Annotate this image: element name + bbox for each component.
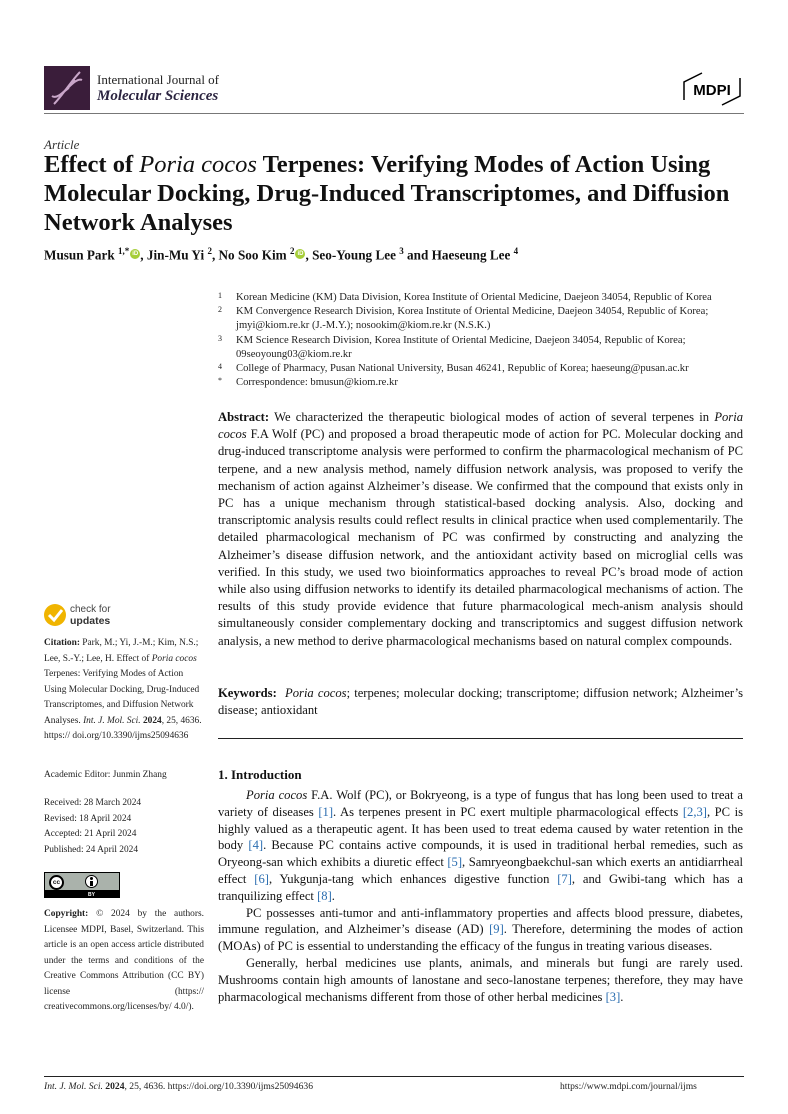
text-run: F.A. Wolf (PC), or Bokryeong, is a type of fungus that has long been used to treat a variety of diseases <box>218 788 743 819</box>
journal-logo <box>44 66 90 110</box>
author-separator: , <box>305 247 313 263</box>
text-run: 2024 <box>142 715 162 726</box>
author-list <box>44 246 518 263</box>
affiliation-item <box>218 362 748 376</box>
date-received: Received: 28 March 2024 <box>44 798 142 808</box>
mdpi-logo-text: MDPI <box>693 82 731 99</box>
text-run: Int. J. Mol. Sci. <box>83 715 141 726</box>
author-affiliation-marker: 2 <box>289 246 295 256</box>
text-run: Generally, herbal medicines use plants, animals, and minerals but fungi are rarely used. Mushrooms contain high amounts of lanostane and seco-lanostane terpenes; therefore, they may have pharmacological mechanisms different from those of other herbal medicines <box>218 955 743 1004</box>
abstract-label: Abstract: <box>218 410 270 424</box>
footer-citation <box>44 1081 313 1092</box>
citation-reference-link[interactable]: [1] <box>318 804 334 819</box>
text-run: . <box>331 888 335 903</box>
citation-reference-link[interactable]: [3] <box>605 989 621 1004</box>
affiliation-number: * <box>218 376 222 386</box>
check-updates-line1: check for <box>70 604 111 615</box>
article-title <box>44 150 754 237</box>
orcid-icon[interactable]: iD <box>132 251 139 258</box>
affiliation-text: KM Convergence Research Division, Korea Institute of Oriental Medicine, Daejeon 34054, Republic of Korea; jmyi@kiom.re.kr (J.-M.Y.); nosookim@kiom.re.kr (N.S.K.) <box>236 306 709 332</box>
affiliations <box>218 291 748 390</box>
date-revised: Revised: 18 April 2024 <box>44 813 132 824</box>
footer-journal-url[interactable]: https://www.mdpi.com/journal/ijms <box>560 1081 697 1092</box>
header-divider <box>44 113 744 114</box>
keywords <box>218 685 743 719</box>
attribution-person-icon <box>85 875 98 888</box>
orcid-icon[interactable]: iD <box>297 251 304 258</box>
creative-commons-icon: cc <box>49 875 64 890</box>
keywords-label: Keywords: <box>218 686 277 700</box>
abstract-body: F.A Wolf (PC) and proposed a broad therapeutic mode of action for PC. Molecular docking and drug-induced transcriptome analysis were performed to confirm the pharmacological mechanism of PC terpene, and a new analysis method, namely diffusion network analysis, was proposed to verify the mechanism of action against Alzheimer’s disease. We confirmed that the compound that exists only in PC has a unique mechanism through statistical-based docking analysis. Also, docking and transcriptomic analysis results could reflect results in clinical practice when used complementarily. The detailed pharmacological mechanism of PC was confirmed by constructing and analyzing the Alzheimer’s disease diffusion network, and the antioxidant activity based on microglial cells was verified. In this study, we used two bioinformatics approaches to reveal PC’s broad mode of action while also using diffusion networks to identify its detailed pharmacological mechanisms of action. The results of this study provide evidence that future pharmacological mech-anism analysis should simultaneously consider complementary docking and transcriptomics and suggest diffusion network analysis, a new method to derive pharmacological mechanisms based on natural complex compounds. <box>218 427 743 648</box>
text-run: , and Gwibi-tang which has a tranquilizing effect <box>218 871 743 903</box>
text-run: . Therefore, determining the modes of action (MOAs) of PC is essential to understanding the efficacy of the fungus in treating various diseases. <box>218 922 743 954</box>
text-run: , Samryeongbaekchul-san which exerts an antidiarrheal effect <box>218 855 743 886</box>
citation <box>44 636 204 745</box>
author-affiliation-marker: 3 <box>399 246 404 256</box>
academic-editor: Academic Editor: Junmin Zhang <box>44 770 167 780</box>
author-name[interactable]: No Soo Kim <box>218 247 287 263</box>
journal-name-line2: Molecular Sciences <box>97 88 219 104</box>
article-type: Article <box>44 137 80 152</box>
text-run: Copyright: <box>44 909 89 919</box>
author-name[interactable]: Musun Park <box>44 247 115 263</box>
footer-year: 2024 <box>105 1081 125 1092</box>
author-separator: , <box>211 247 219 263</box>
author-affiliation-marker: 4 <box>513 246 519 256</box>
abstract <box>218 409 743 650</box>
cc-by-license-badge[interactable] <box>44 872 120 898</box>
text-run: , Yukgunja-tang which enhances digestive function <box>268 871 558 886</box>
cc-by-label: BY <box>88 892 95 898</box>
affiliation-number: 4 <box>218 362 222 372</box>
journal-name-line1: International Journal of <box>97 72 220 87</box>
footer-doi[interactable]: , 25, 4636. https://doi.org/10.3390/ijms25094636 <box>124 1081 313 1092</box>
affiliation-number: 3 <box>218 333 222 343</box>
abstract-lead: We characterized the therapeutic biological modes of action of several terpenes in <box>269 410 715 424</box>
affiliation-item <box>218 334 748 362</box>
author-name[interactable]: Seo-Young Lee <box>312 247 396 263</box>
date-published: Published: 24 April 2024 <box>44 844 139 855</box>
citation-reference-link[interactable]: [2,3] <box>682 804 707 819</box>
check-updates-line2: updates <box>70 615 111 627</box>
abstract-species: Poria cocos <box>218 410 743 442</box>
text-run: . Because PC contains active compounds, it is used in traditional herbal remedies, such as Oryeong-san which exhibits a diuretic effect <box>218 838 743 870</box>
mdpi-logo <box>680 70 744 108</box>
section-divider <box>218 738 743 739</box>
dna-helix-icon <box>44 66 90 110</box>
citation-reference-link[interactable]: [4] <box>248 838 264 853</box>
text-run: © 2024 by the authors. Licensee MDPI, Basel, Switzerland. This article is an open access article distributed under the terms and conditions of the Creative Commons Attribution (CC BY) license (https:// creativecommons.org/licenses/by/ 4.0/). <box>44 909 204 1012</box>
publication-dates <box>44 796 141 858</box>
author-separator: and <box>403 247 432 263</box>
author-affiliation-marker: 2 <box>207 246 212 256</box>
footer-divider <box>44 1076 744 1077</box>
cc-badge-strip <box>45 890 119 897</box>
text-run: Poria cocos <box>151 653 197 664</box>
text-run: . <box>620 989 624 1004</box>
text-run: Park, M.; Yi, J.-M.; Kim, N.S.; Lee, S.-Y.; Lee, H. Effect of <box>44 638 199 664</box>
date-accepted: Accepted: 21 April 2024 <box>44 829 137 839</box>
affiliation-number: 2 <box>218 305 222 315</box>
intro-paragraph <box>218 955 743 1005</box>
text-run: PC possesses anti-tumor and anti-inflammatory properties and affects blood pressure, diabetes, immune regulation, and Alzheimer’s disease (AD) <box>218 905 743 937</box>
introduction-body <box>218 787 743 1005</box>
text-run: . As terpenes present in PC exert multiple pharmacological effects <box>333 804 683 819</box>
affiliation-item <box>218 291 748 305</box>
citation-reference-link[interactable]: [6] <box>254 871 269 886</box>
affiliation-item <box>218 305 748 333</box>
author-affiliation-marker: 1,* <box>118 246 130 256</box>
citation-reference-link[interactable]: [9] <box>489 922 504 937</box>
affiliation-text: College of Pharmacy, Pusan National University, Busan 46241, Republic of Korea; haeseung@pusan.ac.kr <box>236 363 689 375</box>
affiliation-number: 1 <box>218 291 222 300</box>
text-run: , PC is highly valued as a therapeutic agent. It has been used to treat edema caused by water retention in the body <box>218 804 744 853</box>
author-name[interactable]: Haeseung Lee <box>431 247 511 263</box>
text-run: Citation: <box>44 638 80 648</box>
citation-reference-link[interactable]: [5] <box>447 855 463 870</box>
text-run: Poria cocos <box>246 788 308 802</box>
keyword-species: Poria cocos <box>285 686 347 700</box>
footer-journal: Int. J. Mol. Sci. <box>44 1081 103 1092</box>
title-part2: Terpenes: Verifying Modes of Action Using Molecular Docking, Drug-Induced Transcriptomes, and Diffusion Network Analyses <box>44 151 730 236</box>
checkmark-icon <box>44 604 66 626</box>
citation-reference-link[interactable]: [7] <box>557 871 572 886</box>
intro-paragraph <box>218 787 743 905</box>
intro-paragraph <box>218 905 743 955</box>
title-part1: Effect of <box>44 151 140 178</box>
author-separator: , <box>140 247 147 263</box>
affiliation-text: Correspondence: bmusun@kiom.re.kr <box>236 377 398 389</box>
keywords-rest: ; terpenes; molecular docking; transcriptome; diffusion network; Alzheimer’s disease; antioxidant <box>218 686 743 718</box>
affiliation-text: KM Science Research Division, Korea Institute of Oriental Medicine, Daejeon 34054, Republic of Korea; 09seoyoung03@kiom.re.kr <box>236 334 686 360</box>
copyright-notice <box>44 907 204 1016</box>
citation-reference-link[interactable]: [8] <box>317 888 332 903</box>
affiliation-item <box>218 376 748 390</box>
text-run: , 25, 4636. https:// doi.org/10.3390/ijms25094636 <box>44 715 202 741</box>
title-species: Poria cocos <box>139 151 257 178</box>
text-run: Terpenes: Verifying Modes of Action Using Molecular Docking, Drug-Induced Transcriptomes, and Diffusion Network Analyses. <box>44 669 200 726</box>
affiliation-text: Korean Medicine (KM) Data Division, Korea Institute of Oriental Medicine, Daejeon 34054, Republic of Korea <box>236 292 712 303</box>
check-for-updates-button[interactable] <box>44 604 134 630</box>
author-name[interactable]: Jin-Mu Yi <box>146 247 205 263</box>
section-heading-introduction: 1. Introduction <box>218 767 302 782</box>
